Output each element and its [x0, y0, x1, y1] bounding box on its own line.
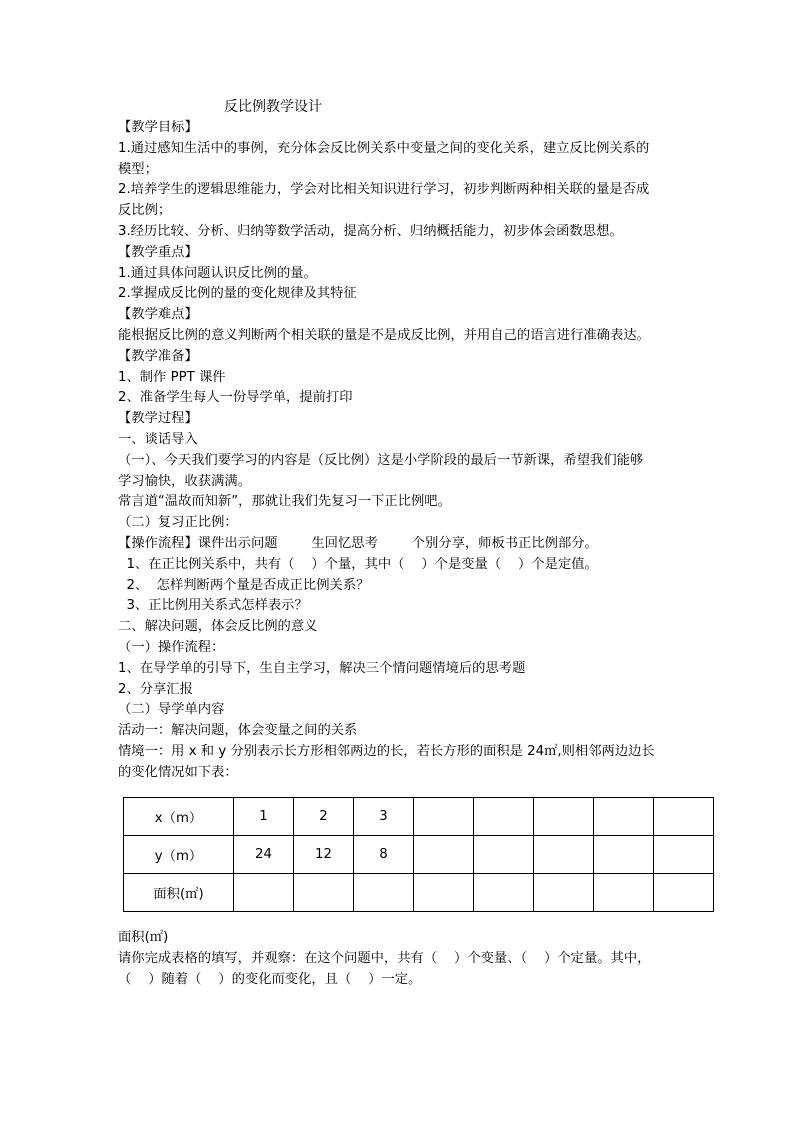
paragraph-line: 1、制作 PPT 课件 — [118, 369, 226, 385]
table-row — [124, 874, 714, 912]
table-cell — [534, 798, 594, 836]
section-heading-process: 【教学过程】 — [118, 411, 198, 427]
paragraph-line: 2、准备学生每人一份导学单，提前打印 — [118, 390, 353, 406]
table-cell: 24 — [234, 836, 294, 874]
paragraph-line: （二）复习正比例： — [118, 515, 238, 531]
paragraph-line: （ ）随着（ ）的变化而变化，且（ ）一定。 — [118, 971, 422, 987]
paragraph-line: 【操作流程】课件出示问题 生回忆思考 个别分享，师板书正比例部分。 — [118, 535, 598, 551]
table-cell: 3 — [354, 798, 414, 836]
paragraph-line: 能根据反比例的意义判断两个相关联的量是不是成反比例，并用自己的语言进行准确表达。 — [118, 327, 650, 343]
table-cell: 2 — [294, 798, 354, 836]
document-body — [118, 118, 688, 784]
row-label-x: x（m） — [124, 798, 234, 836]
table-cell — [654, 836, 714, 874]
section-heading-key-points: 【教学重点】 — [118, 244, 198, 260]
table-cell: 12 — [294, 836, 354, 874]
paragraph-line: 2、分享汇报 — [118, 681, 193, 697]
paragraph-line: （一）操作流程： — [118, 639, 225, 655]
table-cell — [414, 798, 474, 836]
table-cell — [594, 874, 654, 912]
table-cell — [474, 874, 534, 912]
table-cell — [414, 874, 474, 912]
table-cell — [534, 836, 594, 874]
paragraph-line: （一）、今天我们要学习的内容是（反比例）这是小学阶段的最后一节新课，希望我们能够 — [118, 452, 644, 468]
row-label-area: 面积(㎡) — [124, 874, 234, 912]
table-cell: 1 — [234, 798, 294, 836]
paragraph-line: 2、 怎样判断两个量是否成正比例关系？ — [118, 577, 370, 593]
paragraph-line: 的变化情况如下表： — [118, 764, 238, 780]
table-cell — [234, 874, 294, 912]
table-row — [124, 798, 714, 836]
paragraph-line: 常言道“温故而知新”，那就让我们先复习一下正比例吧。 — [118, 494, 451, 510]
paragraph-line: 情境一：用 x 和 y 分别表示长方形相邻两边的长，若长方形的面积是 24㎡,则相邻两边边长 — [118, 743, 655, 759]
paragraph-line: 学习愉快，收获满满。 — [118, 473, 251, 489]
table-cell: 8 — [354, 836, 414, 874]
table-cell — [354, 874, 414, 912]
paragraph-line: 模型； — [118, 161, 158, 177]
paragraph-line: 反比例； — [118, 203, 172, 219]
table-cell — [534, 874, 594, 912]
paragraph-line: 二、解决问题，体会反比例的意义 — [118, 619, 318, 635]
paragraph-line: 2.培养学生的逻辑思维能力，学会对比相关知识进行学习，初步判断两种相关联的量是否成 — [118, 182, 650, 198]
paragraph-line: 一、谈话导入 — [118, 431, 198, 447]
paragraph-line: 3.经历比较、分析、归纳等数学活动，提高分析、归纳概括能力，初步体会函数思想。 — [118, 223, 623, 239]
table-cell — [294, 874, 354, 912]
table-cell — [414, 836, 474, 874]
table-cell — [594, 836, 654, 874]
document-title: 反比例教学设计 — [224, 99, 322, 115]
paragraph-line: 活动一：解决问题，体会变量之间的关系 — [118, 723, 358, 739]
table-row — [124, 836, 714, 874]
table-cell — [474, 836, 534, 874]
section-heading-difficulties: 【教学难点】 — [118, 307, 198, 323]
table-cell — [594, 798, 654, 836]
section-heading-objectives: 【教学目标】 — [118, 120, 198, 135]
paragraph-line: 1、在正比例关系中，共有（ ）个量，其中（ ）个是变量（ ）个是定值。 — [118, 556, 598, 572]
table-cell — [654, 874, 714, 912]
paragraph-line: 面积(㎡) — [118, 930, 169, 945]
after-table-text — [118, 928, 688, 990]
table-cell — [654, 798, 714, 836]
paragraph-line: 2.掌握成反比例的量的变化规律及其特征 — [118, 286, 357, 302]
paragraph-line: 3、正比例用关系式怎样表示？ — [118, 598, 308, 614]
paragraph-line: （二）导学单内容 — [118, 702, 225, 718]
paragraph-line: 1.通过感知生活中的事例，充分体会反比例关系中变量之间的变化关系，建立反比例关系的 — [118, 140, 650, 156]
table-cell — [474, 798, 534, 836]
paragraph-line: 1.通过具体问题认识反比例的量。 — [118, 265, 317, 281]
data-table — [123, 797, 714, 912]
paragraph-line: 请你完成表格的填写，并观察：在这个问题中，共有（ ）个变量、（ ）个定量。其中， — [118, 950, 651, 966]
section-heading-preparation: 【教学准备】 — [118, 348, 198, 364]
row-label-y: y（m） — [124, 836, 234, 874]
paragraph-line: 1、在导学单的引导下，生自主学习，解决三个情问题情境后的思考题 — [118, 660, 526, 676]
